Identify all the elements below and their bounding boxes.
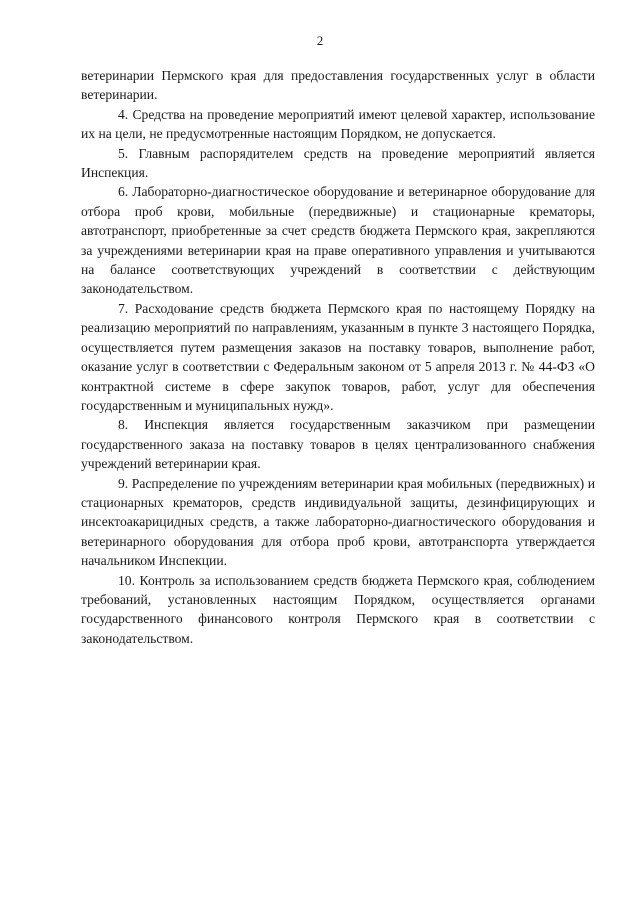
paragraph-4: 4. Средства на проведение мероприятий имеют целевой характер, использование их на цели, не предусмотренные настоящим Порядком, не допускается. (81, 106, 595, 142)
paragraph-7: 7. Расходование средств бюджета Пермского края по настоящему Порядку на реализацию мероприятий по направлениям, указанным в пункте 3 настоящего Порядка, осуществляется путем размещения заказов на поставку товаров, выполнение работ, оказание услуг в соответствии с Федеральным законом от 5 апреля 2013 г. № 44-ФЗ «О контрактной системе в сфере закупок товаров, работ, услуг для обеспечения государственным и муниципальных нужд». (81, 300, 595, 413)
document-body (81, 66, 595, 648)
paragraph-9: 9. Распределение по учреждениям ветеринарии края мобильных (передвижных) и стационарных крематоров, средств индивидуальной защиты, дезинфицирующих и инсектоакарицидных средств, а также лабораторно-диагностического оборудования и ветеринарного оборудования для отбора проб крови, автотранспорта утверждается начальником Инспекции. (81, 475, 595, 569)
paragraph-8: 8. Инспекция является государственным заказчиком при размещении государственного заказа на поставку товаров в целях централизованного снабжения учреждений ветеринарии края. (81, 417, 595, 472)
paragraph-6: 6. Лабораторно-диагностическое оборудование и ветеринарное оборудование для отбора проб крови, мобильные (передвижные) и стационарные крематоры, автотранспорт, приобретенные за счет средств бюджета Пермского края, закрепляются за учреждениями ветеринарии края на праве оперативного управления и учитываются на балансе соответствующих учреждений в соответствии с действующим законодательством. (81, 184, 595, 297)
page-number: 2 (316, 33, 324, 48)
paragraph-10: 10. Контроль за использованием средств бюджета Пермского края, соблюдением требований, установленных настоящим Порядком, осуществляется органами государственного финансового контроля Пермского края в соответствии с законодательством. (81, 572, 595, 646)
paragraph-continuation: ветеринарии Пермского края для предоставления государственных услуг в области ветеринарии. (81, 68, 595, 103)
paragraph-5: 5. Главным распорядителем средств на проведение мероприятий является Инспекция. (81, 145, 595, 181)
